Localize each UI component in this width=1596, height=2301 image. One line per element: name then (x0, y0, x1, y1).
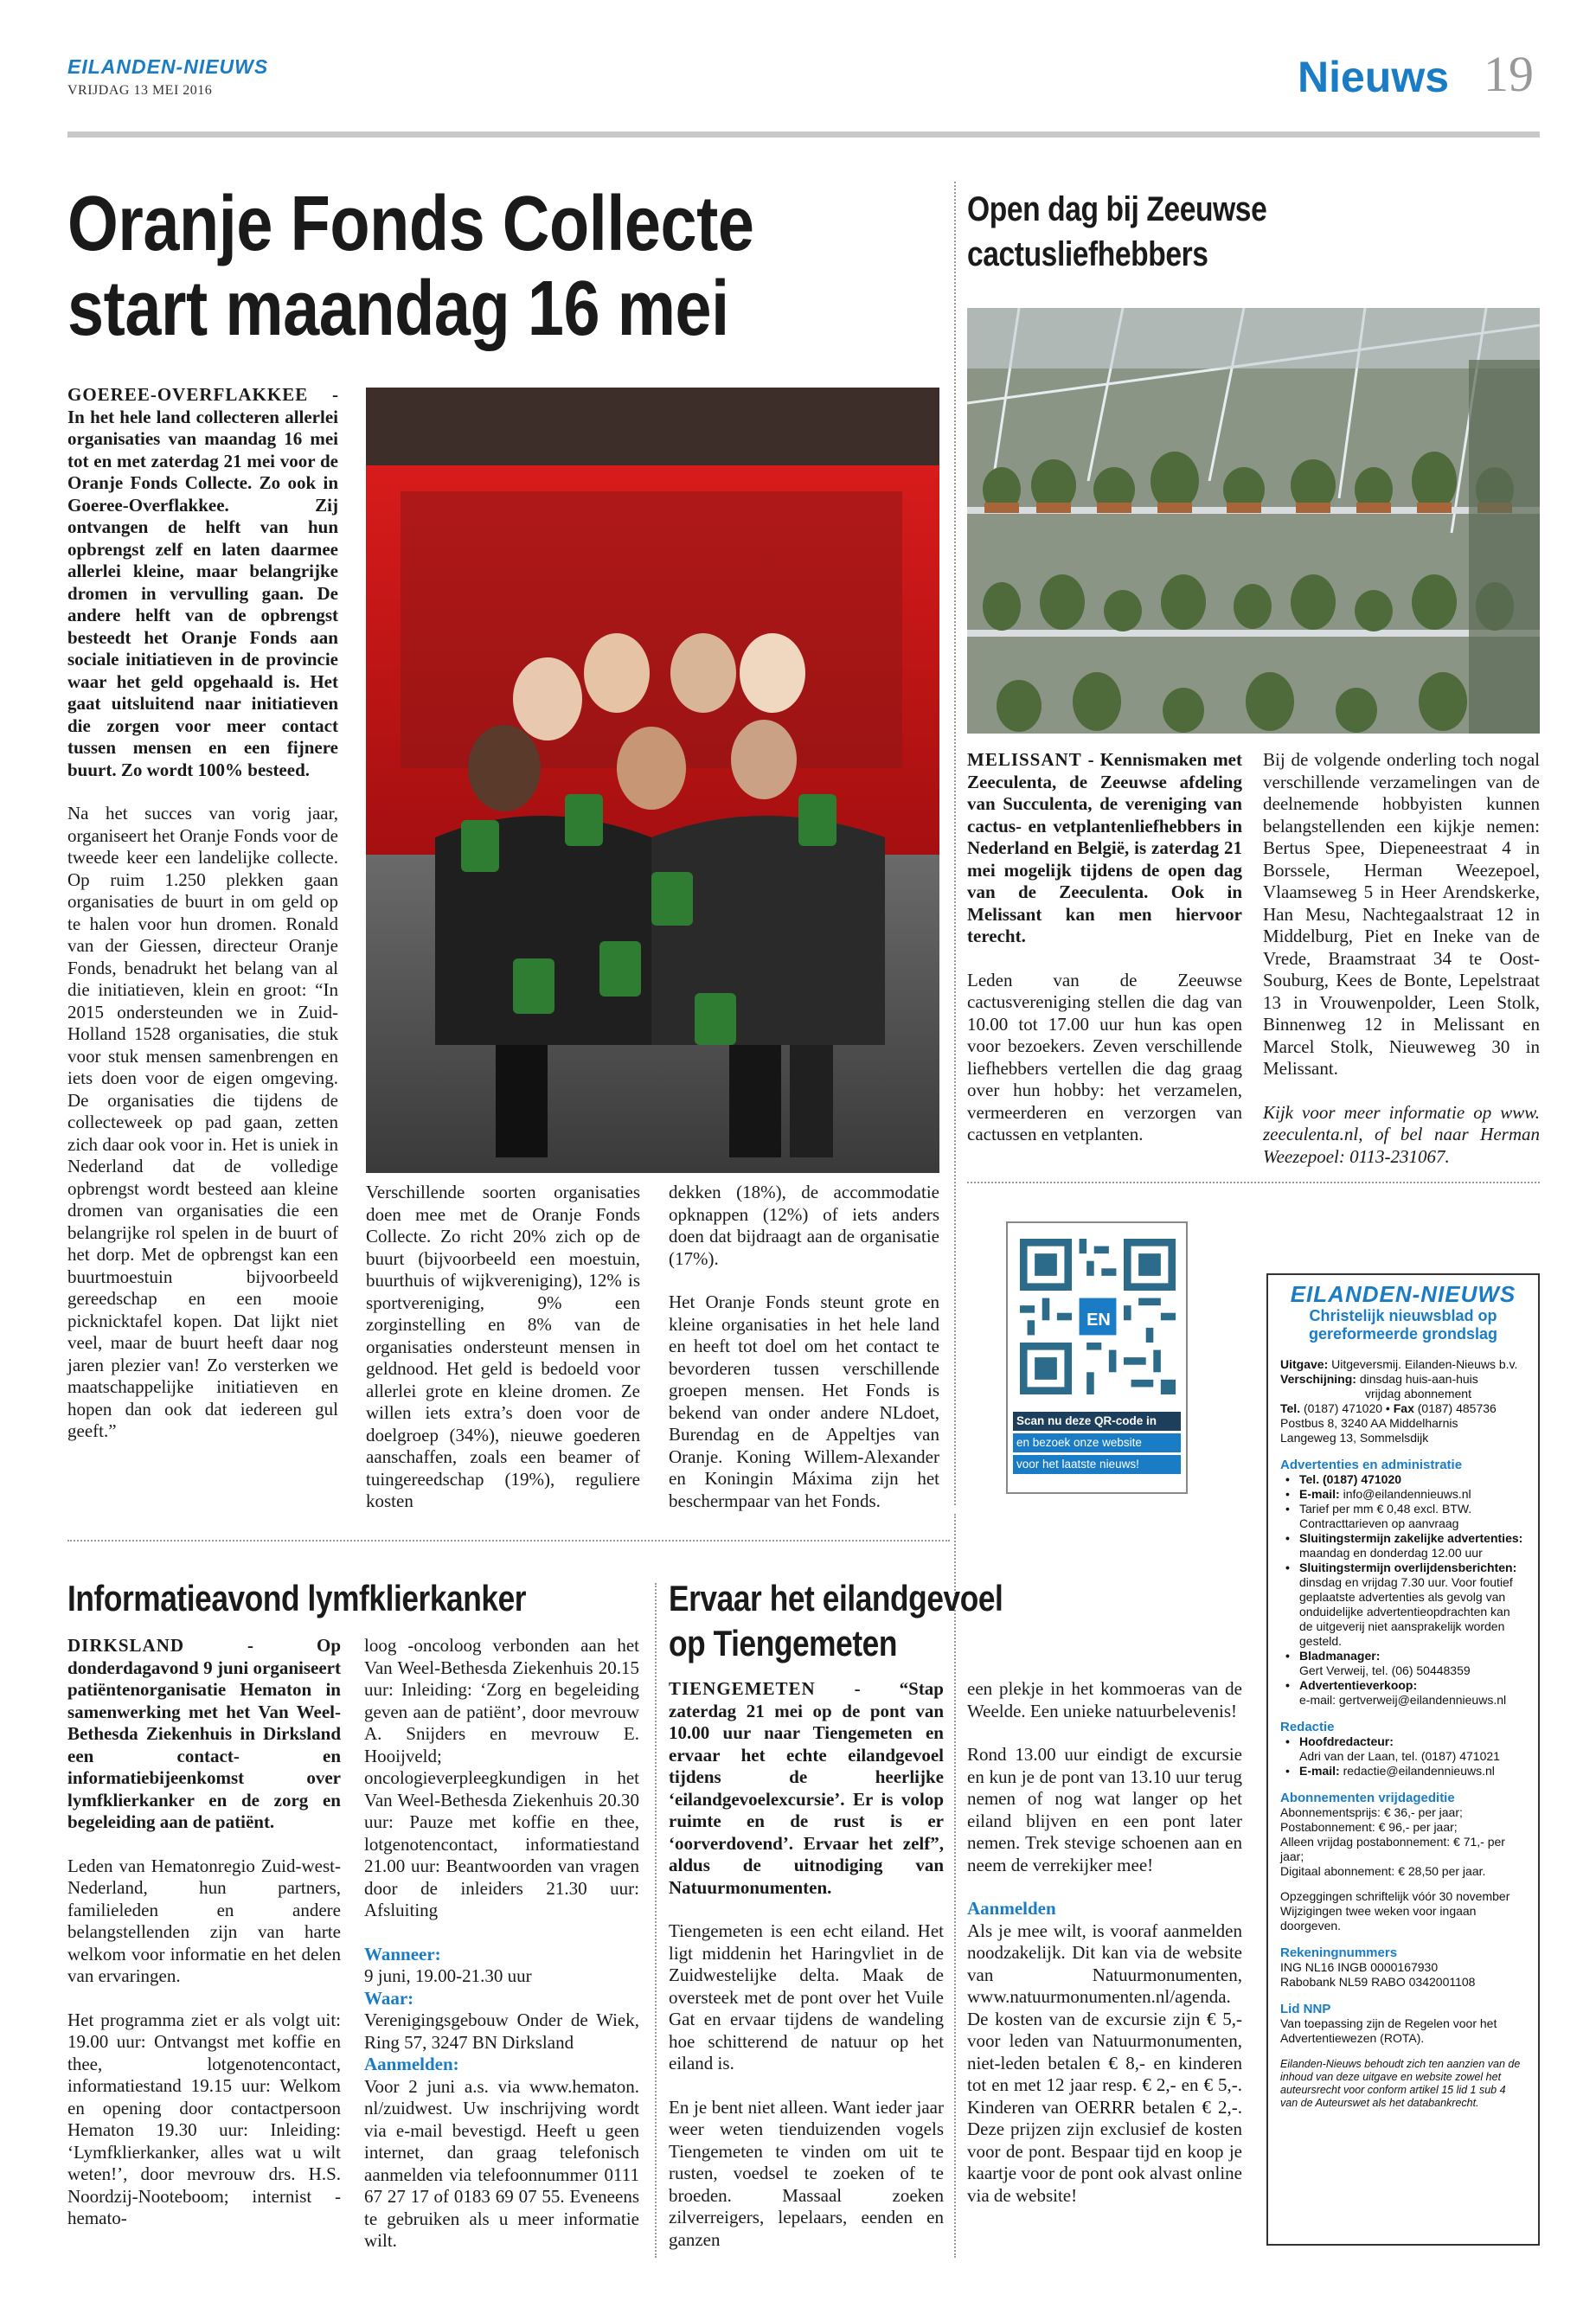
lymf-headline: Informatieavond lymfklierkanker (67, 1578, 527, 1618)
waar-value: Verenigingsgebouw Onder de Wiek, Ring 57, 3247 BN Dirksland (364, 2009, 639, 2053)
cactus-divider (967, 1182, 1540, 1183)
lower-divider (67, 1540, 950, 1541)
oranje-col-2 (366, 1182, 640, 1535)
rek-heading: Rekeningnummers (1280, 1945, 1398, 1960)
tieng-body-4: Rond 13.00 uur eindigt de excursie en kun je de pont van 13.10 uur terug nemen of nog wat langer op het eiland blijven en een pont later nemen. Trek stevige schoenen aan en neem de verrekijker mee! (967, 1744, 1242, 1875)
tieng-lead-text: - “Stap zaterdag 21 mei op de pont van 10.00 uur naar Tiengemeten en ervaar het echte eilandgevoel tijdens de heerlijke ‘eilandgevoelexcursie’. Er is volop ruimte en de rust is er ‘oorverdovend’. Ervaar het zelf”, aldus de uitnodiging van Natuurmonumenten. (669, 1678, 944, 1898)
oranje-body-3a: dekken (18%), de accommodatie opknappen (12%) of iets anders doen dat bijdraagt aan de organisatie (17%). (669, 1182, 939, 1269)
verschijning-value: dinsdag huis-aan-huis (1359, 1372, 1478, 1386)
cactus-body-1: Leden van de Zeeuwse cactusvereniging stellen die dag van 10.00 tot 17.00 uur hun kas open voor bezoekers. Zeven verschillende liefhebbers vertellen die dag graag over hun hobby: het verzamelen, vermeerderen en verzorgen van cactussen en vetplanten. (967, 969, 1242, 1144)
rek-2: Rabobank NL59 RABO 0342001108 (1280, 1975, 1476, 1989)
tieng-col-2 (967, 1678, 1242, 2207)
tel-value: (0187) 471020 (1303, 1401, 1383, 1415)
cactus-lead-text: - Kennismaken met Zeeculenta, de Zeeuwse afdeling van Succulenta, de vereniging van cactus- en vetplantenliefhebbers in Nederland en België, is zaterdag 21 mei mogelijk tijdens de open dag van de Zeeculenta. Ook in Melissant kan men hiervoor terecht. (967, 749, 1242, 946)
verschijning-value-2: vrijdag abonnement (1365, 1387, 1471, 1400)
red-email[interactable]: redactie@eilandennieuws.nl (1343, 1764, 1495, 1778)
cactus-headline (967, 187, 1266, 277)
colofon-postbus: Postbus 8, 3240 AA Middelharnis (1280, 1416, 1458, 1430)
colofon-uitgave (1280, 1357, 1526, 1372)
oranje-body-2: Verschillende soorten organisaties doen mee met de Oranje Fonds Collecte. Zo richt 20% zich op de buurt (bijvoorbeeld een moestuin, buurthuis of wijkvereniging), 12% is sportvereniging, 9% een zorginstelling en 8% van de organisaties ondersteunt mensen in geldnood. Het geld is bedoeld voor allerlei grote en kleine dromen. Ze willen iets extra’s doen voor de doelgroep (34%), nieuwe goederen aanschaffen, zoals een beamer of tuingereedschap (19%), reguliere kosten (366, 1182, 640, 1511)
oranje-kicker: GOEREE-OVERFLAKKEE (67, 384, 309, 405)
section-title: Nieuws (1298, 53, 1450, 101)
tel-label: Tel. (1280, 1401, 1301, 1415)
oranje-headline-line-1: Oranje Fonds Collecte (67, 181, 754, 267)
abo-1: Abonnementsprijs: € 36,- per jaar; (1280, 1805, 1463, 1819)
cactus-kicker: MELISSANT (967, 749, 1082, 770)
red-email-label: E-mail: (1299, 1764, 1340, 1778)
adv-tarief-2: Contracttarieven op aanvraag (1299, 1516, 1459, 1530)
masthead-date: VRIJDAG 13 MEI 2016 (67, 83, 213, 98)
masthead-brand: EILANDEN-NIEUWS (67, 55, 269, 78)
abo-4: Digitaal abonnement: € 28,50 per jaar. (1280, 1864, 1486, 1878)
cactus-headline-line-2: cactusliefhebbers (967, 235, 1208, 273)
verkoop-value[interactable]: e-mail: gertverweij@eilandennieuws.nl (1299, 1693, 1507, 1707)
lymf-body-1: Leden van Hematonregio Zuid-west-Nederland, hun partners, familieleden en andere belangstellenden zijn van harte welkom voor informatie en het delen van ervaringen. (67, 1855, 341, 1986)
colofon-tagline-2: gereformeerde grondslag (1308, 1325, 1498, 1343)
qr-line-3: voor het laatste nieuws! (1013, 1455, 1181, 1474)
cactus-body-2: Bij de volgende onderling toch nogal verschillende verzamelingen van de deelnemende hobbyisten kunnen belangstellenden een kijkje nemen: Bertus Spee, Diepeneestraat 4 in Borssele, Herman Weezepoel, Vlaamseweg 5 in Heer Arendskerke, Han Mesu, Nachtegaalstraat 12 in Middelburg, Piet en Ineke van de Vrede, Braamstraat 34 te Oost-Souburg, Kees de Bonte, Lepelstraat 13 in Vrouwenpolder, Leen Stolk, Binnenweg 12 in Melissant en Marcel Stolk, Nieuweweg 30 in Melissant. (1263, 749, 1540, 1079)
abo-3: Alleen vrijdag postabonnement: € 71,- per jaar; (1280, 1835, 1505, 1863)
waar-label: Waar: (364, 1987, 414, 2009)
cactus-body-3: Kijk voor meer informatie op www. zeeculenta.nl, of bel naar Herman Weezepoel: 0113-231067. (1263, 1101, 1540, 1167)
wanneer-label: Wanneer: (364, 1943, 441, 1965)
oranje-body-1: Na het succes van vorig jaar, organiseert het Oranje Fonds voor de tweede keer een landelijke collecte. Op ruim 1.250 plekken gaan organisaties de buurt in om geld op te halen voor hun dromen. Ronald van der Giessen, directeur Oranje Fonds, benadrukt het belang van al die initiatieven, klein en groot: “In 2015 ondersteunden we in Zuid-Holland 1528 organisaties, die stuk voor stuk mensen samenbrengen en iets doen voor de eigen omgeving. De organisaties die tijdens de collecteweek op pad gaan, zetten zich daar ook voor in. Het is uniek in Nederland dat de volledige opbrengst wordt besteed aan kleine dromen van organisaties die een belangrijke rol spelen in de buurt of het dorp. Met de opbrengst kan een buurtmoestuin bijvoorbeeld gereedschap en een mooie picknicktafel kopen. Dat lijkt niet veel, maar de buurt heeft daar nog jaren plezier van! Zo versterken we maatschappelijke initiatieven en hopen dan ook dat iedereen gul geeft.” (67, 803, 338, 1441)
sluit-over-label: • Sluitingstermijn overlijdensberichten: (1280, 1561, 1526, 1575)
colofon-brand: EILANDEN-NIEUWS (1290, 1281, 1516, 1307)
oranje-lead-text: - In het hele land collecteren allerlei organisaties van maandag 16 mei tot en met zaterdag 21 mei voor de Oranje Fonds Collecte. Zo ook in Goeree-Overflakkee. Zij ontvangen de helft van hun opbrengst zelf en laten daarmee allerlei kleine, maar belangrijke dromen in vervulling gaan. De andere helft van de opbrengst besteedt het Oranje Fonds aan sociale initiatieven in de provincie waar het geld opgehaald is. Het gaat uitsluitend naar initiatieven die zorgen voor meer contact tussen mensen en een fijnere buurt. Zo wordt 100% besteed. (67, 384, 338, 780)
tieng-body-3: een plekje in het kommoeras van de Weelde. Een unieke natuurbelevenis! (967, 1678, 1242, 1721)
qr-logo: EN (1086, 1311, 1111, 1330)
nnp-value: Van toepassing zijn de Regelen voor het Advertentiewezen (ROTA). (1280, 2016, 1497, 2045)
sluit-zak: maandag en donderdag 12.00 uur (1299, 1546, 1483, 1560)
fax-value: (0187) 485736 (1417, 1401, 1497, 1415)
adv-email-label: E-mail: (1299, 1487, 1340, 1501)
lymf-divider (655, 1583, 657, 2258)
blad-label: • Bladmanager: (1280, 1649, 1526, 1663)
colofon-box (1266, 1273, 1540, 2246)
cactus-headline-line-1: Open dag bij Zeeuwse (967, 190, 1267, 228)
abo-heading: Abonnementen vrijdageditie (1280, 1791, 1455, 1805)
qr-caption (1013, 1412, 1181, 1474)
lymf-col-1 (67, 1635, 341, 2252)
cactus-col-1 (967, 749, 1242, 1168)
blad-value: Gert Verweij, tel. (06) 50448359 (1299, 1663, 1471, 1677)
tieng-aanmelden-label: Aanmelden (967, 1898, 1056, 1919)
cactus-col-2 (1263, 749, 1540, 1189)
qr-line-1: Scan nu deze QR-code in (1013, 1412, 1181, 1431)
colofon-adres: Langeweg 13, Sommelsdijk (1280, 1431, 1429, 1445)
qr-line-2: en bezoek onze website (1013, 1433, 1181, 1452)
tieng-headline-line-1: Ervaar het eilandgevoel (669, 1578, 1003, 1618)
lymf-body-2: Het programma ziet er als volgt uit: 19.00 uur: Ontvangst met koffie en thee, lotgenotencontact, informatiestand 19.15 uur: Welkom en opening door contactpersoon Hematon 19.30 uur: Inleiding: ‘Lymfklierkanker, alles wat u wilt weten!’, door mevrouw drs. H.S. Noordzij-Nooteboom; internist -hemato- (67, 2009, 341, 2228)
verkoop-label: • Advertentieverkoop: (1280, 1678, 1526, 1693)
oranje-body-3b: Het Oranje Fonds steunt grote en kleine organisaties in het hele land en heeft tot doel om het contact te bevorderen tussen verschillende groepen mensen. Het Fonds is bekend van onder andere NLdoet, Burendag en de Appeltjes van Oranje. Koning Willem-Alexander en Koningin Máxima zijn het beschermpaar van het Fonds. (669, 1292, 939, 1511)
hoofd-label: • Hoofdredacteur: (1280, 1734, 1526, 1749)
oranje-col-3 (669, 1182, 939, 1534)
lymf-lead-text: - Op donderdagavond 9 juni organiseert patiëntenorganisatie Hematon in samenwerking met het Van Weel-Bethesda Ziekenhuis in Dirksland een contact- en informatiebijeenkomst over lymfklierkanker en de zorg en begeleiding aan de patiënt. (67, 1635, 341, 1832)
verschijning-label: Verschijning: (1280, 1372, 1356, 1386)
qr-box[interactable] (1006, 1221, 1188, 1494)
lymf-col-2 (364, 1635, 639, 2253)
sluit-zak-label: • Sluitingstermijn zakelijke advertenties: (1280, 1531, 1526, 1546)
colofon-disclaimer: Eilanden-Nieuws behoudt zich ten aanzien van de inhoud van deze uitgave en website zowel het auteursrecht voor conform artikel 15 lid 1 sub 4 van de Auteurswet als het databankrecht. (1280, 2058, 1521, 2109)
nnp-heading: Lid NNP (1280, 2002, 1331, 2016)
colofon-verschijning (1280, 1372, 1526, 1387)
colofon-tagline-1: Christelijk nieuwsblad op (1309, 1307, 1497, 1324)
oranje-lead (67, 384, 338, 1465)
uitgave-value: Uitgeversmij. Eilanden-Nieuws b.v. (1331, 1357, 1518, 1371)
tieng-body-1: Tiengemeten is een echt eiland. Het ligt middenin het Haringvliet in de Zuidwestelijke delta. Maak de oversteek met de pont over het Vuile Gat en ervaar tijdens de wandeling hoe schitterend de natuur op het eiland is. (669, 1920, 944, 2073)
lymf-aanmelden-label: Aanmelden: (364, 2054, 459, 2074)
abo-2: Postabonnement: € 96,- per jaar; (1280, 1820, 1458, 1834)
tieng-col-1 (669, 1678, 944, 2272)
oranje-photo (366, 388, 939, 1173)
colofon-tagline (1280, 1307, 1526, 1343)
lymf-body-3: loog -oncoloog verbonden aan het Van Weel-Bethesda Ziekenhuis 20.15 uur: Inleiding: ‘Zorg en begeleiding geven aan de patiënt’, door mevrouw A. Snijders en mevrouw E. Hooijveld; oncologieverpleegkundigen in het Van Weel-Bethesda Ziekenhuis 20.30 uur: Pauze met koffie en thee, lotgenotencontact, informatiestand 21.00 uur: Beantwoorden van vragen door de inleiders 21.30 uur: Afsluiting (364, 1635, 639, 1920)
tieng-kicker: TIENGEMETEN (669, 1678, 816, 1699)
uitgave-label: Uitgave: (1280, 1357, 1329, 1371)
adv-tarief: • Tarief per mm € 0,48 excl. BTW. (1280, 1502, 1526, 1516)
header-rule (67, 131, 1540, 138)
lymf-aanmelden-value: Voor 2 juni a.s. via www.hematon. nl/zuidwest. Uw inschrijving wordt via e-mail bevestigd. Heeft u geen internet, dan graag telefonisch aanmelden via telefoonnummer 0111 67 27 17 of 0183 69 07 55. Eveneens te gebruiken als u meer informatie wilt. (364, 2075, 639, 2251)
oranje-headline (67, 182, 794, 351)
hoofd-value: Adri van der Laan, tel. (0187) 471021 (1299, 1749, 1500, 1763)
fax-label: Fax (1393, 1401, 1414, 1415)
lymf-kicker: DIRKSLAND (67, 1635, 185, 1656)
abo-note: Opzeggingen schriftelijk vóór 30 november Wijzigingen twee weken voor ingaan doorgeven. (1280, 1889, 1510, 1932)
oranje-headline-line-2: start maandag 16 mei (67, 266, 729, 352)
red-heading: Redactie (1280, 1720, 1335, 1734)
adv-tel: • Tel. (0187) 471020 (1280, 1472, 1526, 1487)
rek-1: ING NL16 INGB 0000167930 (1280, 1960, 1439, 1974)
page-number: 19 (1484, 46, 1534, 102)
tieng-headline-line-2: op Tiengemeten (669, 1623, 897, 1663)
tieng-aanmelden-value: Als je mee wilt, is vooraf aanmelden noodzakelijk. Dit kan via de website van Natuurmonumenten, www.natuurmonumenten.nl/agenda. De kosten van de excursie zijn € 5,- voor leden van Natuurmonumenten, niet-leden betalen € 8,- en kinderen tot en met 12 jaar resp. € 2,- en € 5,-. Kinderen van OERRR betalen € 2,-. Deze prijzen zijn exclusief de kosten voor de pont. Bespaar tijd en koop je kaartje voor de pont ook alvast online via de website! (967, 1920, 1242, 2206)
cactus-photo (967, 308, 1540, 734)
tieng-headline (669, 1576, 1003, 1666)
tieng-body-2: En je bent niet alleen. Want ieder jaar weer weten tienduizenden vogels Tiengemeten te vinden om uit te rusten, voedsel te zoeken of te broeden. Massaal zoeken zilverreigers, lepelaars, eenden en ganzen (669, 2096, 944, 2250)
wanneer-value: 9 juni, 19.00-21.30 uur (364, 1965, 532, 1986)
sluit-over: dinsdag en vrijdag 7.30 uur. Voor foutief geplaatste advertenties als gevolg van onduidelijke advertentieopdrachten kan de uitgeverij niet aansprakelijk worden gesteld. (1299, 1575, 1513, 1648)
adv-email[interactable]: info@eilandennieuws.nl (1343, 1487, 1471, 1501)
colofon-tel: Tel. (0187) 471020 • Fax (0187) 485736 (1280, 1401, 1497, 1415)
adv-heading: Advertenties en administratie (1280, 1458, 1463, 1472)
column-divider (954, 182, 956, 1505)
